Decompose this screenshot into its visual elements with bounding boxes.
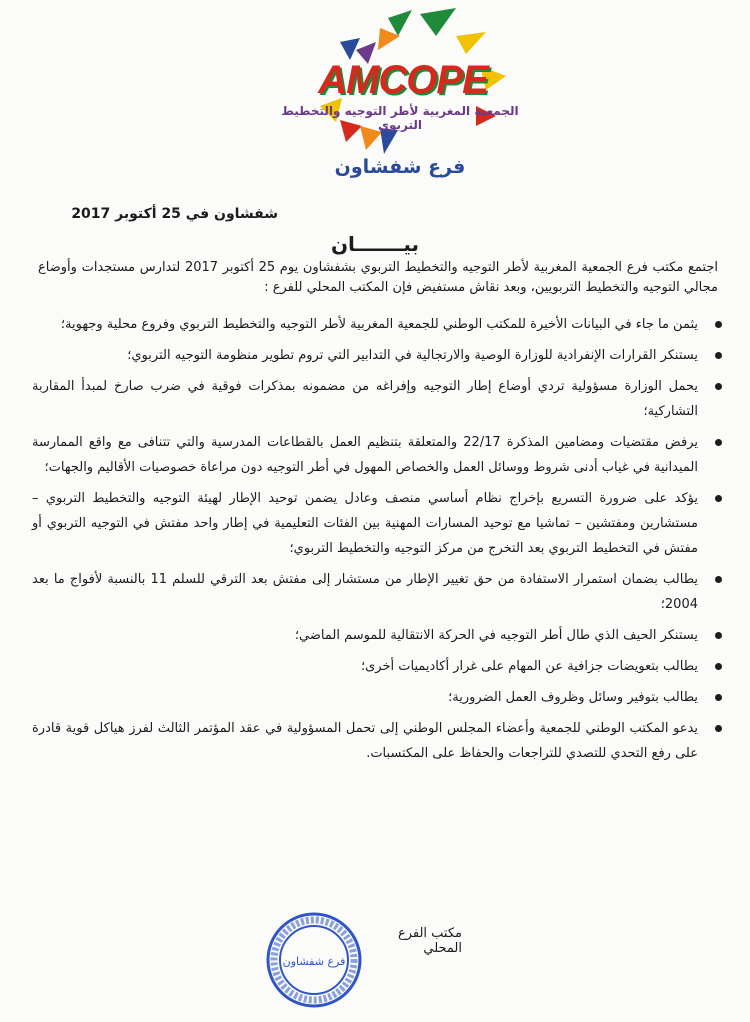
bullet-icon: [715, 663, 722, 670]
list-item: [32, 486, 724, 561]
list-item-text: يرفض مقتضيات ومضامين المذكرة 22/17 والمتعلقة بتنظيم العمل بالقطاعات المدرسية والتي تتنافى مع واقع الممارسة الميدانية في غياب أدنى شروط ووسائل العمل والخصاص المهول في أطر التوجيه دون مراعاة خصوصيات الأقاليم والجهات؛: [32, 435, 698, 475]
amcope-logo: [280, 6, 520, 191]
bullet-icon: [715, 321, 722, 328]
list-item: [32, 343, 724, 368]
bullet-icon: [715, 725, 722, 732]
list-item: [32, 374, 724, 424]
list-item: [32, 567, 724, 617]
list-item: [32, 654, 724, 679]
list-item: [32, 623, 724, 648]
list-item-text: يؤكد على ضرورة التسريع بإخراج نظام أساسي منصف وعادل يضمن توحيد الإطار لهيئة التوجيه والتخطيط التربوي – مستشارين ومفتشين – تماشيا مع توحيد المسارات المهنية بين الفئات التعليمية في إطار واحد مفتش في التوجيه التربوي أو مفتش في التخطيط التربوي بعد التخرج من مركز التوجيه والتخطيط التربوي؛: [32, 491, 698, 556]
list-item: [32, 312, 724, 337]
list-item-text: يحمل الوزارة مسؤولية تردي أوضاع إطار التوجيه وإفراغه من مضمونه بمذكرات فوقية في ضرب صارخ لمبدأ المقاربة التشاركية؛: [32, 379, 698, 419]
bullet-icon: [715, 383, 722, 390]
list-item-text: يطالب بضمان استمرار الاستفادة من حق تغيير الإطار من مستشار إلى مفتش بعد الترقي للسلم 11 بالنسبة لأفواج ما بعد 2004؛: [32, 572, 698, 612]
list-item-text: يستنكر القرارات الإنفرادية للوزارة الوصية والارتجالية في التدابير التي تروم تطوير منظومة التوجيه التربوي؛: [127, 348, 698, 363]
list-item: [32, 430, 724, 480]
list-item-text: يطالب بتوفير وسائل وظروف العمل الضرورية؛: [448, 690, 698, 705]
list-item-text: يستنكر الحيف الذي طال أطر التوجيه في الحركة الانتقالية للموسم الماضي؛: [294, 628, 698, 643]
signature-line: مكتب الفرع المحلي: [397, 926, 462, 956]
branch-name: فرع شفشاون: [334, 156, 466, 178]
logo-wordmark: AMCOPE: [318, 58, 488, 102]
bullet-icon: [715, 352, 722, 359]
bullet-icon: [715, 694, 722, 701]
list-item: [32, 685, 724, 710]
bullet-icon: [715, 632, 722, 639]
intro-paragraph: اجتمع مكتب فرع الجمعية المغربية لأطر التوجيه والتخطيط التربوي بشفشاون يوم 25 أكتوبر 2017 لتدارس مستجدات وأوضاع مجالي التوجيه والتخطيط التربويين، وبعد نقاش مستفيض فإن المكتب المحلي للفرع :: [38, 260, 718, 295]
bullet-icon: [715, 439, 722, 446]
list-item: [32, 716, 724, 766]
list-item-text: يدعو المكتب الوطني للجمعية وأعضاء المجلس الوطني إلى تحمل المسؤولية في عقد المؤتمر الثالث لفرز هياكل قوية قادرة على رفع التحدي للتصدي للتراجعات والحفاظ على المكتسبات.: [32, 721, 698, 761]
logo-subtitle: الجمعية المغربية لأطر التوجيه والتخطيط التربوي: [281, 104, 519, 132]
bullet-icon: [715, 576, 722, 583]
statement-points-list: [32, 312, 724, 772]
list-item-text: يطالب بتعويضات جزافية عن المهام على غرار أكاديميات أخرى؛: [360, 659, 698, 674]
stamp-center-text: فرع شفشاون: [282, 955, 346, 968]
branch-stamp: [264, 910, 364, 1010]
document-title: بيـــــــان: [330, 232, 420, 256]
bullet-icon: [715, 495, 722, 502]
list-item-text: يثمن ما جاء في البيانات الأخيرة للمكتب الوطني للجمعية المغربية لأطر التوجيه والتخطيط التربوي وفروع محلية وجهوية؛: [60, 317, 698, 332]
document-date: شفشاون في 25 أكتوبر 2017: [71, 206, 278, 222]
